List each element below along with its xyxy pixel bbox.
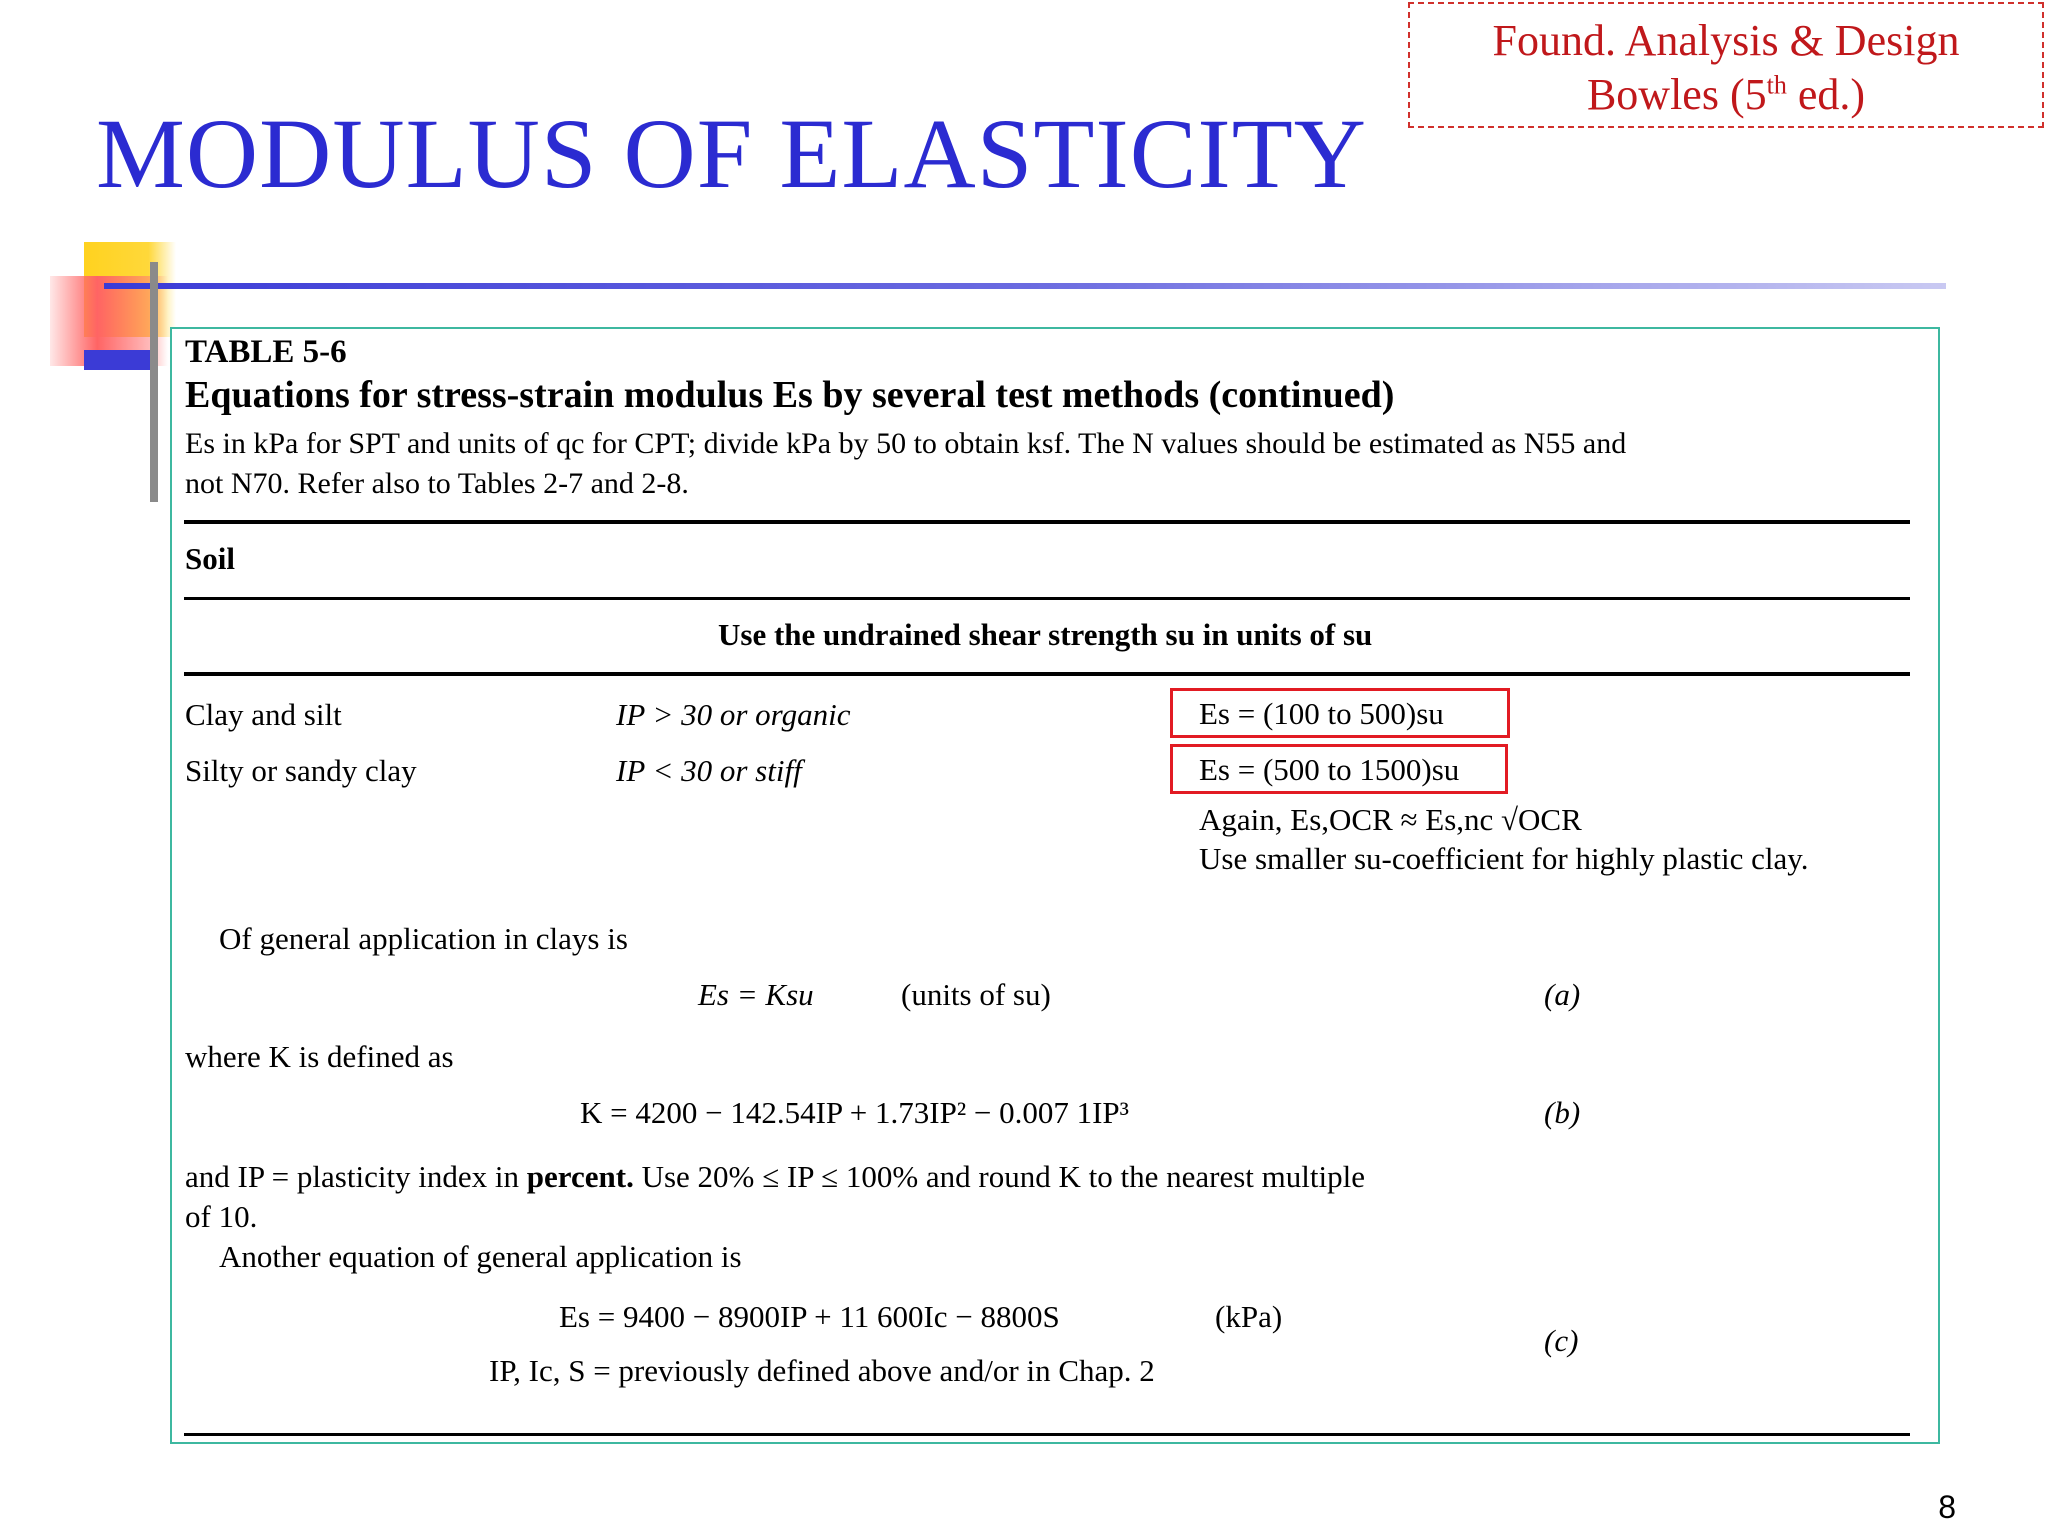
plasticity-index-line-1: and IP = plasticity index in percent. Use 20% ≤ IP ≤ 100% and round K to the nearest multiple: [185, 1159, 1365, 1194]
reference-line-1: Found. Analysis & Design: [1492, 16, 1960, 65]
row-2-soil: Silty or sandy clay: [185, 753, 417, 788]
row-2-condition: IP < 30 or stiff: [616, 753, 802, 788]
plasticity-index-line-2: of 10.: [185, 1199, 258, 1234]
reference-box: [1408, 2, 2044, 128]
page-number: 8: [1938, 1489, 1956, 1525]
table-note-line-2: not N70. Refer also to Tables 2-7 and 2-8.: [185, 467, 689, 500]
reference-line-2: Bowles (5th ed.): [1586, 70, 1866, 119]
equation-b-tag: (b): [1544, 1095, 1581, 1130]
where-k-defined: where K is defined as: [185, 1039, 454, 1074]
plastic-clay-note: Use smaller su-coefficient for highly plastic clay.: [1199, 841, 1809, 876]
table-heading: Equations for stress-strain modulus Es by several test methods (continued): [185, 374, 1395, 416]
table-frame: [170, 327, 1940, 1444]
table-rule-2: [184, 597, 1910, 600]
ocr-note: Again, Es,OCR ≈ Es,nc √OCR: [1199, 802, 1582, 837]
title-underline: [104, 283, 1946, 289]
column-header-soil: Soil: [185, 541, 235, 576]
table-label: TABLE 5-6: [185, 334, 347, 370]
row-2-equation: Es = (500 to 1500)su: [1199, 752, 1460, 787]
row-1-equation: Es = (100 to 500)su: [1199, 696, 1444, 731]
general-application-intro: Of general application in clays is: [219, 921, 628, 956]
decor-blue-bar: [84, 350, 156, 370]
equation-c-tag: (c): [1544, 1323, 1579, 1358]
table-rule-3: [184, 672, 1910, 676]
row-1-condition: IP > 30 or organic: [616, 697, 851, 732]
equation-a: Es = Ksu: [698, 977, 814, 1012]
equation-a-units: (units of su): [901, 977, 1051, 1012]
equation-b: K = 4200 − 142.54IP + 1.73IP² − 0.007 1IP³: [580, 1095, 1129, 1130]
another-equation-intro: Another equation of general application is: [219, 1239, 742, 1274]
equation-c-units: (kPa): [1215, 1299, 1283, 1334]
section-header: Use the undrained shear strength su in units of su: [718, 617, 1373, 652]
equation-c-definitions: IP, Ic, S = previously defined above and/or in Chap. 2: [489, 1353, 1155, 1388]
decor-vertical-line: [150, 262, 158, 502]
row-1-soil: Clay and silt: [185, 697, 342, 732]
table-note-line-1: Es in kPa for SPT and units of qc for CPT; divide kPa by 50 to obtain ksf. The N values should be estimated as N55 and: [185, 427, 1627, 460]
equation-c: Es = 9400 − 8900IP + 11 600Ic − 8800S: [559, 1299, 1060, 1334]
slide-title: MODULUS OF ELASTICITY: [96, 98, 1367, 209]
table-rule-top: [184, 520, 1910, 524]
equation-a-tag: (a): [1544, 977, 1581, 1012]
table-rule-bottom: [184, 1433, 1910, 1436]
